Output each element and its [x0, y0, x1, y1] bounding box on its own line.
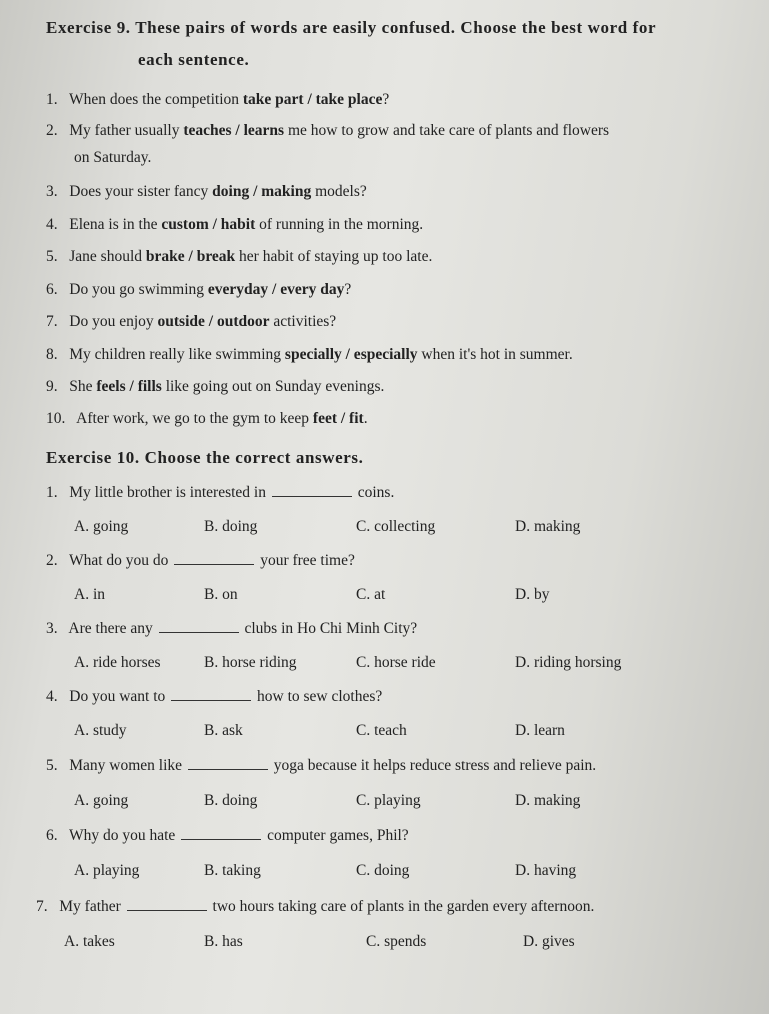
option-d[interactable]: D. riding horsing — [515, 654, 622, 671]
option-c[interactable]: C. playing — [356, 792, 421, 809]
item-text: Do you go swimming — [69, 281, 208, 298]
option-d[interactable]: D. making — [515, 518, 581, 535]
item-number: 1. — [46, 91, 58, 108]
item-text: Why do you hate — [68, 827, 176, 844]
item-number: 3. — [46, 620, 58, 637]
ex10-question-7 — [36, 898, 594, 916]
item-text: me how to grow and take care of plants and flowers — [284, 122, 610, 139]
item-number: 5. — [46, 757, 58, 774]
answer-blank[interactable] — [159, 620, 239, 633]
ex9-item-6 — [46, 281, 351, 299]
item-text: yoga because it helps reduce stress and relieve pain. — [273, 757, 597, 774]
item-number: 2. — [46, 122, 58, 139]
ex10-question-6 — [46, 827, 409, 845]
item-text: coins. — [357, 484, 395, 501]
item-number: 6. — [46, 827, 58, 844]
word-choice: teaches / learns — [183, 122, 285, 139]
word-choice: specially / especially — [284, 346, 418, 363]
ex9-item-4 — [46, 216, 423, 234]
word-choice: everyday / every day — [207, 281, 345, 298]
ex10-question-3 — [46, 620, 417, 638]
option-a[interactable]: A. going — [74, 792, 129, 809]
word-choice: feels / fills — [96, 378, 162, 395]
item-text: . — [363, 410, 368, 427]
ex9-item-9 — [46, 378, 384, 396]
item-text: After work, we go to the gym to keep — [76, 410, 313, 427]
option-c[interactable]: C. collecting — [356, 518, 436, 535]
item-text: when it's hot in summer. — [417, 346, 573, 363]
item-text: her habit of staying up too late. — [235, 248, 433, 265]
option-d[interactable]: D. having — [515, 862, 577, 879]
ex9-title-line2: each sentence. — [138, 50, 250, 69]
ex9-item-2 — [46, 122, 609, 140]
item-text: activities? — [269, 313, 337, 330]
item-text: how to sew clothes? — [257, 688, 383, 705]
ex9-item-8 — [46, 346, 573, 364]
answer-blank[interactable] — [188, 757, 268, 770]
word-choice: feet / fit — [312, 410, 364, 427]
item-number: 10. — [46, 410, 66, 427]
item-text: clubs in Ho Chi Minh City? — [244, 620, 418, 637]
option-b[interactable]: B. taking — [204, 862, 261, 879]
item-number: 4. — [46, 688, 58, 705]
option-d[interactable]: D. gives — [523, 933, 575, 950]
option-a[interactable]: A. ride horses — [74, 654, 161, 671]
option-d[interactable]: D. by — [515, 586, 550, 603]
item-text: Do you enjoy — [69, 313, 158, 330]
item-number: 3. — [46, 183, 58, 200]
item-text: My children really like swimming — [69, 346, 285, 363]
option-b[interactable]: B. ask — [204, 722, 243, 739]
ex10-question-1 — [46, 484, 394, 502]
item-text: ? — [344, 281, 352, 298]
answer-blank[interactable] — [272, 484, 352, 497]
option-a[interactable]: A. in — [74, 586, 105, 603]
item-text: My father usually — [69, 122, 184, 139]
item-number: 1. — [46, 484, 58, 501]
item-text: Are there any — [68, 620, 153, 637]
option-b[interactable]: B. has — [204, 933, 243, 950]
option-d[interactable]: D. making — [515, 792, 581, 809]
option-b[interactable]: B. horse riding — [204, 654, 297, 671]
answer-blank[interactable] — [174, 552, 254, 565]
ex9-title-line1: Exercise 9. These pairs of words are easily confused. Choose the best word for — [46, 18, 657, 37]
ex9-item-2-line2: on Saturday. — [74, 149, 152, 166]
option-a[interactable]: A. study — [74, 722, 127, 739]
option-b[interactable]: B. doing — [204, 518, 258, 535]
item-text: What do you do — [68, 552, 169, 569]
option-a[interactable]: A. going — [74, 518, 129, 535]
item-text: Many women like — [69, 757, 183, 774]
ex10-title: Exercise 10. Choose the correct answers. — [46, 448, 364, 467]
item-text: models? — [311, 183, 367, 200]
answer-blank[interactable] — [127, 898, 207, 911]
word-choice: take part / take place — [242, 91, 383, 108]
ex10-question-4 — [46, 688, 382, 706]
item-text: Elena is in the — [69, 216, 162, 233]
option-c[interactable]: C. spends — [366, 933, 427, 950]
option-c[interactable]: C. teach — [356, 722, 407, 739]
item-number: 7. — [36, 898, 48, 915]
item-text: When does the competition — [68, 91, 243, 108]
word-choice: brake / break — [145, 248, 236, 265]
ex10-question-2 — [46, 552, 355, 570]
option-a[interactable]: A. takes — [64, 933, 115, 950]
option-a[interactable]: A. playing — [74, 862, 140, 879]
item-text: computer games, Phil? — [267, 827, 409, 844]
answer-blank[interactable] — [181, 827, 261, 840]
item-number: 5. — [46, 248, 58, 265]
word-choice: outside / outdoor — [157, 313, 270, 330]
ex9-item-3 — [46, 183, 367, 201]
ex10-question-5 — [46, 757, 596, 775]
answer-blank[interactable] — [171, 688, 251, 701]
item-number: 2. — [46, 552, 58, 569]
item-text: My father — [59, 898, 121, 915]
item-text: Do you want to — [69, 688, 166, 705]
option-c[interactable]: C. horse ride — [356, 654, 436, 671]
item-number: 6. — [46, 281, 58, 298]
ex9-item-10 — [46, 410, 368, 428]
item-text: Jane should — [69, 248, 146, 265]
item-text: ? — [382, 91, 390, 108]
item-text: your free time? — [260, 552, 355, 569]
ex9-item-5 — [46, 248, 432, 266]
item-number: 9. — [46, 378, 58, 395]
word-choice: custom / habit — [161, 216, 256, 233]
item-number: 4. — [46, 216, 58, 233]
item-text: Does your sister fancy — [69, 183, 213, 200]
item-text: My little brother is interested in — [69, 484, 266, 501]
option-b[interactable]: B. doing — [204, 792, 258, 809]
option-b[interactable]: B. on — [204, 586, 238, 603]
item-text: two hours taking care of plants in the garden every afternoon. — [212, 898, 595, 915]
item-number: 8. — [46, 346, 58, 363]
option-d[interactable]: D. learn — [515, 722, 565, 739]
item-text: of running in the morning. — [255, 216, 424, 233]
item-number: 7. — [46, 313, 58, 330]
option-c[interactable]: C. at — [356, 586, 386, 603]
item-text: like going out on Sunday evenings. — [161, 378, 385, 395]
option-c[interactable]: C. doing — [356, 862, 410, 879]
ex9-item-7 — [46, 313, 336, 331]
item-text: She — [69, 378, 97, 395]
word-choice: doing / making — [212, 183, 312, 200]
ex9-item-1 — [46, 91, 389, 109]
